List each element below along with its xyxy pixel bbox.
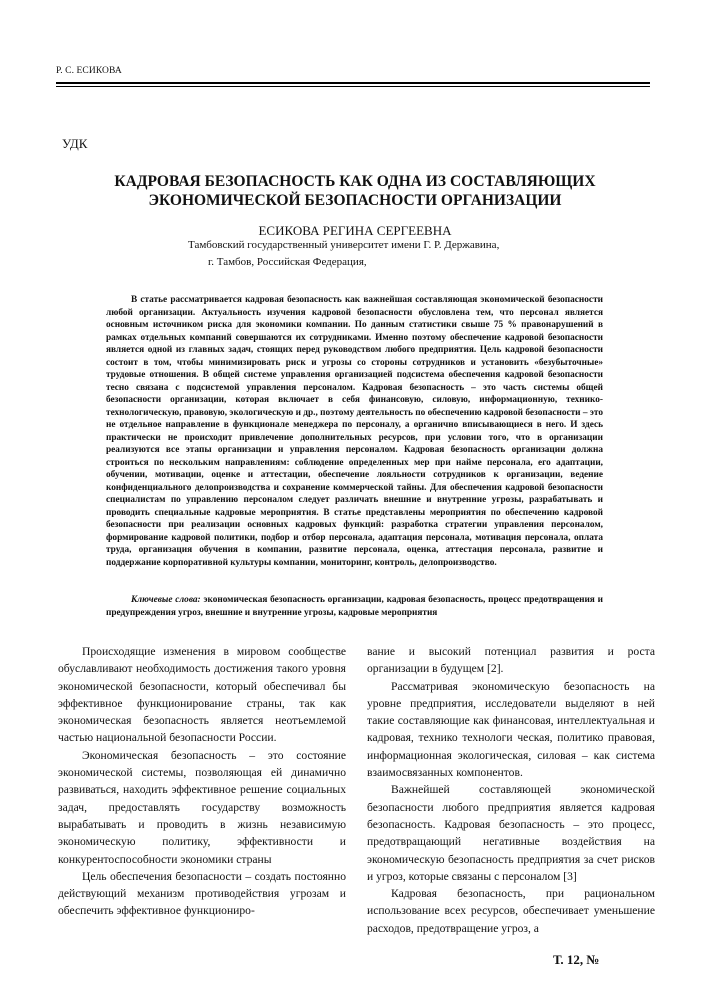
title-line-1: КАДРОВАЯ БЕЗОПАСНОСТЬ КАК ОДНА ИЗ СОСТАВЛЯЮЩИХ [114, 173, 596, 190]
body-column-right [367, 643, 655, 937]
paragraph-continuation: вание и высокий потенциал развития и роста организации в будущем [2]. [367, 645, 655, 676]
paragraph: Кадровая безопасность, при рациональном использование всех ресурсов, обеспечивает уменьшение расходов, предотвращение угроз, а [367, 887, 655, 935]
affiliation-line-1: Тамбовский государственный университет имени Г. Р. Державина, [188, 239, 500, 251]
keywords [106, 594, 603, 619]
keywords-text: экономическая безопасность организации, кадровая безопасность, процесс предотвращения и предупреждения угроз, внешние и внутренние угрозы, кадровые мероприятия [106, 595, 603, 618]
header-rule-thick [56, 82, 650, 84]
abstract: В статье рассматривается кадровая безопасность как важнейшая составляющая экономической безопасности любой организации. Актуальность изучения кадровой безопасности обусловлена тем, что персонал является основным источником риска для экономики компании. По данным статистики свыше 75 % правонарушений в рамках отдельных компаний совершаются их сотрудниками. Именно поэтому обеспечение кадровой безопасности является одной из главных задач, стоящих перед руководством любого предприятия. Цель кадровой безопасности состоит в том, чтобы минимизировать риск и угрозы со стороны сотрудников и установить «безубыточные» трудовые отношения. В общей системе управления организацией подсистема обеспечения кадровой безопасности тесно связана с подсистемой управления персоналом. Кадровая безопасность – это часть системы общей безопасности организации, которая включает в себя финансовую, силовую, информационную, технико-технологическую, правовую, экологическую и др., поэтому деятельность по обеспечению кадровой безопасности – это не отдельное направление в функционале менеджера по персоналу, а органично вписывающиеся в него. И здесь практически не происходит привлечение дополнительных ресурсов, при условии того, что в организации реализуются все этапы организации и управления персоналом. Кадровая безопасность организации должна строиться по нескольким направлениям: соблюдение определенных мер при найме персонала, его адаптации, обучении, мотивации, оценке и аттестации, обеспечение лояльности сотрудников к организации, ведение конфиденциального делопроизводства и сохранение коммерческой тайны. Для обеспечения кадровой безопасности специалистам по управлению персоналом следует различать внешние и внутренние угрозы, разрабатывать и проводить специальные кадровые мероприятия. В статье представлены мероприятия по обеспечению кадровой безопасности при реализации основных кадровых функций: разработка стратегии управления персоналом, формирование кадровой политики, подбор и отбор персонала, адаптация персонала, мотивация персонала, оплата труда, организация обучения в компании, развитие персонала, оценка, аттестация персонала, развитие и поддержание корпоративной культуры компании, мониторинг, контроль, делопроизводство. [106, 295, 603, 568]
body-column-left [58, 643, 346, 920]
paragraph: Цель обеспечения безопасности – создать постоянно действующий механизм противодействия угрозам и обеспечить эффективное функциониро- [58, 869, 346, 918]
affiliation-line-2: г. Тамбов, Российская Федерация, [208, 256, 367, 268]
udk-label: УДК [62, 136, 88, 151]
paragraph: Важнейшей составляющей экономической безопасности любого предприятия является кадровая безопасность. Кадровая безопасность – это процесс, предотвращающий негативные воздействия на экономическую безопасность предприятия за счет рисков и угроз, которые связаны с персоналом [3] [367, 783, 655, 883]
header-rule-thin [56, 86, 650, 87]
author-name: ЕСИКОВА РЕГИНА СЕРГЕЕВНА [258, 223, 452, 238]
running-head: Р. С. ЕСИКОВА [56, 66, 122, 76]
keywords-label: Ключевые слова: [131, 595, 201, 605]
paragraph: Экономическая безопасность – это состояние экономической системы, позволяющая ей динамично развиваться, находить эффективное решение социальных задач, предоставлять государству возможность вырабатывать и проводить в жизнь независимую экономическую политику, эффективности и конкурентоспособности экономики страны [58, 748, 346, 866]
article-title [60, 172, 650, 210]
journal-volume-footer: Т. 12, № [553, 952, 600, 967]
paragraph: Происходящие изменения в мировом сообществе обуславливают необходимость достижения такого уровня экономической безопасности, который обеспечивал бы эффективное функционирование страны, так как экономическая безопасность является неотъемлемой частью национальной безопасности России. [58, 645, 346, 745]
title-line-2: ЭКОНОМИЧЕСКОЙ БЕЗОПАСНОСТИ ОРГАНИЗАЦИИ [148, 192, 562, 209]
paragraph: Рассматривая экономическую безопасность на уровне предприятия, исследователи выделяют в ней такие составляющие как финансовая, интеллектуальная и кадровая, технико технологи ческая, политико правовая, информационная экологическая, силовая – как система взаимосвязанных компонентов. [367, 679, 655, 780]
